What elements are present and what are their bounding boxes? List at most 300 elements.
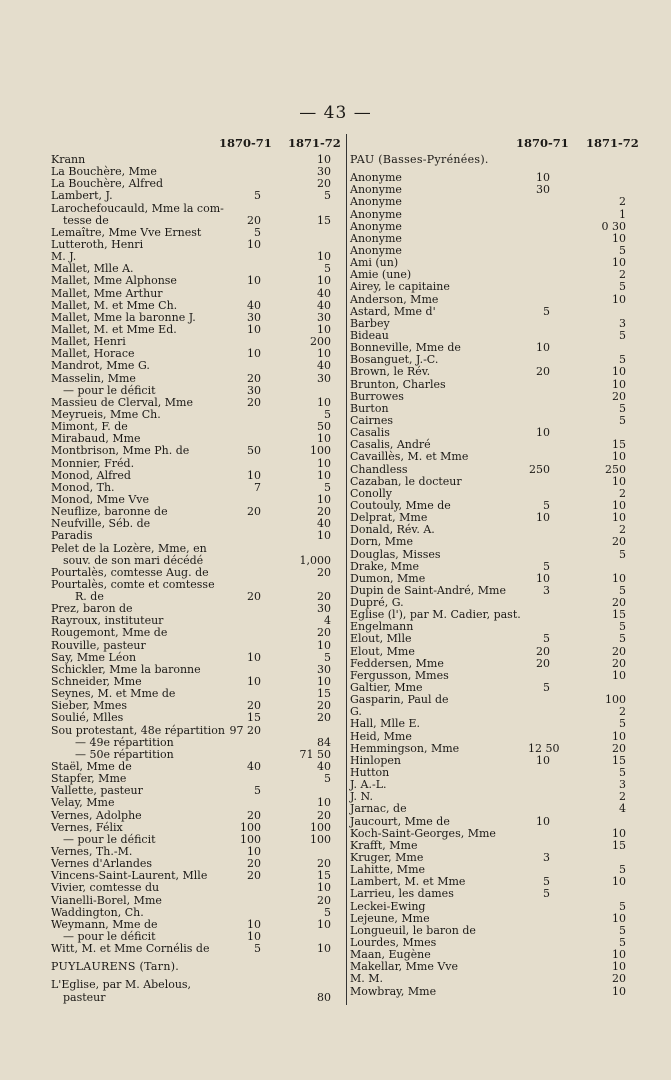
donor-name: L'Eglise, par M. Abelous, [51,978,192,992]
donor-name: M. J. [51,250,77,264]
amount-1871-72: 20 [317,893,331,907]
donor-row [51,725,344,737]
donor-name: Waddington, Ch. [51,905,144,919]
donor-name: Vernes d'Arlandes [51,857,153,871]
amount-1871-72: 15 [317,687,331,701]
amount-1871-72: 20 [317,699,331,713]
donor-name: Sieber, Mmes [51,699,128,713]
amount-1870-71: 97 20 [229,723,261,737]
donor-name: Lambert, M. et Mme [350,875,466,889]
donor-name: M. M. [350,972,384,986]
left-donor-column [51,154,344,1004]
amount-1870-71: 5 [254,942,261,956]
donor-name: Gasparin, Paul de [350,693,449,707]
donor-name: Airey, le capitaine [350,280,450,294]
donor-row [51,943,344,955]
donor-row [51,445,344,457]
amount-1871-72: 20 [612,741,626,755]
amount-1871-72: 10 [612,571,626,585]
donor-row [350,209,670,221]
donor-name: Bosanguet, J.-C. [350,353,439,367]
amount-1871-72: 10 [612,960,626,974]
amount-1871-72: 5 [619,923,626,937]
donor-name: Stapfer, Mme [51,772,127,786]
amount-1870-71: 3 [543,583,550,597]
donor-row [350,888,670,900]
amount-1871-72: 4 [619,802,626,816]
donor-row [350,901,670,913]
donor-row [51,797,344,809]
donor-name: — pour le déficit [63,832,156,846]
amount-1870-71: 15 [247,711,261,725]
donor-row [350,973,670,985]
donor-name: Mallet, Mme la baronne J. [51,310,196,324]
donor-name: — 49e répartition [75,735,174,749]
donor-name: Anonyme [350,231,402,245]
amount-1870-71: 10 [536,753,550,767]
amount-1871-72: 71 50 [299,747,331,761]
donor-row [350,451,670,463]
amount-1871-72: 10 [317,675,331,689]
donor-name: Coutouly, Mme de [350,498,451,512]
donor-name: — pour le déficit [63,383,156,397]
amount-1871-72: 10 [612,948,626,962]
amount-1871-72: 10 [612,984,626,998]
donor-row [51,300,344,312]
donor-name: La Bouchère, Alfred [51,177,164,191]
place-name: PAU (Basses-Pyrénées). [350,153,489,166]
amount-1870-71: 30 [247,383,261,397]
amount-1870-71: 12 50 [528,741,560,755]
amount-1871-72: 200 [310,335,331,349]
donor-row [51,190,344,202]
donor-name: Anonyme [350,171,402,185]
donor-name: Monod, Alfred [51,468,131,482]
donor-row [350,281,670,293]
amount-1871-72: 20 [317,505,331,519]
donor-row [51,530,344,542]
donor-row [51,627,344,639]
donor-name: Mirabaud, Mme [51,432,141,446]
amount-1870-71: 5 [254,784,261,798]
donor-row [350,391,670,403]
amount-1871-72: 5 [619,863,626,877]
donor-name: Casalis [350,426,390,440]
donor-name: Weymann, Mme de [51,917,158,931]
amount-1871-72: 10 [317,529,331,543]
amount-1871-72: 40 [317,760,331,774]
donor-row [51,555,344,567]
amount-1871-72: 5 [619,583,626,597]
place-heading [350,154,670,166]
donor-name: Monod, Th. [51,480,115,494]
amount-1870-71: 30 [247,310,261,324]
donor-name: Fergusson, Mmes [350,668,449,682]
amount-1871-72: 20 [317,177,331,191]
donor-name: — 50e répartition [75,747,174,761]
amount-1871-72: 5 [619,899,626,913]
amount-1871-72: 10 [317,638,331,652]
donor-name: Montbrison, Mme Ph. de [51,444,190,458]
amount-1871-72: 10 [317,468,331,482]
donor-name: — pour le déficit [63,930,156,943]
donor-name: Cairnes [350,413,393,427]
amount-1871-72: 10 [317,942,331,956]
amount-1871-72: 10 [612,668,626,682]
amount-1871-72: 20 [612,656,626,670]
donor-name: Mandrot, Mme G. [51,359,150,373]
amount-1871-72: 10 [317,456,331,470]
amount-1871-72: 10 [612,826,626,840]
donor-name: Vianelli-Borel, Mme [51,893,162,907]
right-donor-column [350,154,670,998]
amount-1871-72: 20 [317,808,331,822]
amount-1871-72: 250 [605,462,626,476]
amount-1870-71: 5 [543,498,550,512]
donor-name: Anonyme [350,207,402,221]
donor-row [350,731,670,743]
donor-name: Galtier, Mme [350,681,423,695]
donor-name: Hemmingson, Mme [350,741,460,755]
donor-name: Pelet de la Lozère, Mme, en [51,541,207,555]
amount-1871-72: 5 [619,413,626,427]
donor-name: Bideau [350,328,389,342]
donor-name: Vallette, pasteur [51,784,143,798]
donor-name: Delprat, Mme [350,511,428,525]
amount-1871-72: 30 [317,165,331,179]
amount-1870-71: 10 [247,274,261,288]
amount-1870-71: 7 [254,480,261,494]
amount-1870-71: 5 [254,225,261,239]
amount-1871-72: 3 [619,778,626,792]
amount-1871-72: 20 [317,857,331,871]
donor-row [350,306,670,318]
amount-1871-72: 10 [612,231,626,245]
donor-name: Maan, Eugène [350,948,431,962]
donor-name: Paradis [51,529,93,543]
amount-1871-72: 5 [619,328,626,342]
amount-1870-71: 20 [247,505,261,519]
amount-1871-72: 2 [619,195,626,209]
amount-1871-72: 5 [619,632,626,646]
donor-name: Schickler, Mme la baronne [51,662,201,676]
amount-1871-72: 20 [317,626,331,640]
amount-1871-72: 40 [317,517,331,531]
amount-1871-72: 5 [324,480,331,494]
donor-name: Monnier, Fréd. [51,456,135,470]
donor-name: Say, Mme Léon [51,650,137,664]
donor-name: pasteur [63,990,106,1004]
place-name: PUYLAURENS (Tarn). [51,960,180,974]
amount-1870-71: 100 [240,820,261,834]
amount-1871-72: 100 [310,832,331,846]
donor-name: souv. de son mari décédé [63,553,204,567]
donor-name: Mallet, Mlle A. [51,262,134,276]
amount-1871-72: 10 [612,292,626,306]
donor-name: Koch-Saint-Georges, Mme [350,826,496,840]
amount-1871-72: 5 [619,547,626,561]
amount-1870-71: 20 [247,590,261,604]
donor-name: Cavaillès, M. et Mme [350,450,469,464]
amount-1871-72: 3 [619,316,626,330]
donor-row [350,415,670,427]
amount-1870-71: 50 [247,444,261,458]
amount-1871-72: 30 [317,602,331,616]
donor-name: Lutteroth, Henri [51,237,144,251]
amount-1870-71: 20 [247,371,261,385]
donor-row [350,536,670,548]
donor-row [350,476,670,488]
donor-row [51,288,344,300]
donor-name: Donald, Rév. A. [350,523,435,537]
donor-name: Lahitte, Mme [350,863,426,877]
amount-1871-72: 80 [317,990,331,1004]
donor-name: Ami (un) [350,256,399,270]
amount-1870-71: 3 [543,851,550,865]
amount-1870-71: 20 [536,644,550,658]
donor-name: Dorn, Mme [350,535,413,549]
amount-1871-72: 5 [619,401,626,415]
amount-1871-72: 10 [317,796,331,810]
donor-name: Mallet, Mme Arthur [51,286,163,300]
donor-name: Rouville, pasteur [51,638,146,652]
donor-row [51,518,344,530]
donor-name: Rayroux, instituteur [51,614,164,628]
amount-1870-71: 10 [536,571,550,585]
amount-1870-71: 20 [247,869,261,883]
amount-1870-71: 10 [247,930,261,943]
amount-1871-72: 10 [317,250,331,264]
donor-name: Dupré, G. [350,596,404,610]
amount-1871-72: 15 [612,438,626,452]
donor-name: Hinlopen [350,753,401,767]
amount-1870-71: 10 [247,845,261,859]
amount-1871-72: 20 [612,535,626,549]
donor-name: Mowbray, Mme [350,984,437,998]
donor-name: Astard, Mme d' [350,304,436,318]
donor-name: Chandless [350,462,408,476]
donor-name: Massieu de Clerval, Mme [51,395,193,409]
amount-1871-72: 5 [619,353,626,367]
amount-1870-71: 20 [247,857,261,871]
amount-1871-72: 2 [619,705,626,719]
donor-row [350,718,670,730]
amount-1871-72: 40 [317,359,331,373]
amount-1870-71: 20 [536,656,550,670]
donor-row [350,561,670,573]
amount-1871-72: 100 [605,693,626,707]
donor-name: Vivier, comtesse du [51,881,160,895]
column-divider [346,134,347,1005]
amount-1870-71: 10 [536,341,550,355]
donor-row [51,895,344,907]
donor-name: Burton [350,401,389,415]
amount-1871-72: 5 [619,243,626,257]
donor-name: Jarnac, de [350,802,407,816]
donor-name: Leckei-Ewing [350,899,426,913]
amount-1871-72: 5 [619,936,626,949]
donor-row [51,275,344,287]
amount-1870-71: 5 [543,887,550,901]
amount-1871-72: 5 [619,717,626,731]
donor-name: Mallet, M. et Mme Ch. [51,298,178,312]
amount-1870-71: 20 [536,365,550,379]
donor-row [51,992,344,1004]
amount-1870-71: 40 [247,298,261,312]
amount-1871-72: 40 [317,286,331,300]
amount-1871-72: 100 [310,820,331,834]
amount-1871-72: 5 [324,407,331,421]
donor-row [350,464,670,476]
amount-1871-72: 20 [612,596,626,610]
donor-name: Soulié, Mlles [51,711,124,725]
donor-row [350,294,670,306]
donor-name: G. [350,705,362,719]
donor-name: Hall, Mlle E. [350,717,421,731]
donor-name: Elout, Mme [350,644,415,658]
donor-name: Krann [51,153,86,166]
amount-1870-71: 10 [247,322,261,336]
amount-1871-72: 20 [317,565,331,579]
donor-name: Amie (une) [350,268,412,282]
donor-name: Meyrueis, Mme Ch. [51,407,161,421]
donor-row [350,646,670,658]
amount-1871-72: 5 [619,766,626,780]
donor-row [51,458,344,470]
amount-1871-72: 1 [619,207,626,221]
amount-1870-71: 20 [247,395,261,409]
donor-name: Larochefoucauld, Mme la com- [51,201,224,215]
amount-1870-71: 5 [254,189,261,203]
amount-1871-72: 10 [317,153,331,166]
donor-row [51,640,344,652]
donor-name: Vernes, Félix [51,820,123,834]
amount-1871-72: 10 [612,256,626,270]
donor-name: Mallet, Mme Alphonse [51,274,177,288]
donor-name: Barbey [350,316,390,330]
donor-row [350,366,670,378]
amount-1871-72: 2 [619,523,626,537]
amount-1871-72: 5 [324,650,331,664]
donor-name: Lemaître, Mme Vve Ernest [51,225,202,239]
amount-1871-72: 10 [612,511,626,525]
donor-name: Jaucourt, Mme de [350,814,450,828]
donor-row [51,203,344,215]
donor-name: Casalis, André [350,438,431,452]
amount-1870-71: 5 [543,875,550,889]
donor-name: Dumon, Mme [350,571,426,585]
donor-name: Vernes, Adolphe [51,808,142,822]
donor-name: Masselin, Mme [51,371,136,385]
donor-name: Brunton, Charles [350,377,446,391]
amount-1870-71: 5 [543,304,550,318]
amount-1870-71: 10 [247,650,261,664]
donor-name: Lourdes, Mmes [350,936,437,949]
amount-1871-72: 15 [317,213,331,227]
donor-row [51,385,344,397]
donor-name: Anderson, Mme [350,292,439,306]
amount-1870-71: 5 [543,559,550,573]
donor-name: Neuflize, baronne de [51,505,168,519]
donor-name: Prez, baron de [51,602,133,616]
right-col1-header: 1870-71 [516,136,569,150]
left-col1-header: 1870-71 [219,136,272,150]
donor-name: J. A.-L. [350,778,387,792]
amount-1870-71: 10 [247,675,261,689]
amount-1871-72: 2 [619,790,626,804]
amount-1871-72: 5 [619,280,626,294]
amount-1871-72: 10 [317,274,331,288]
donor-name: Lambert, J. [51,189,113,203]
donor-row [350,196,670,208]
donor-row [51,360,344,372]
amount-1871-72: 10 [612,498,626,512]
donor-name: Mallet, Horace [51,347,135,361]
amount-1871-72: 20 [317,590,331,604]
place-heading [51,961,344,973]
donor-row [51,979,344,991]
amount-1871-72: 30 [317,371,331,385]
amount-1871-72: 30 [317,662,331,676]
amount-1870-71: 10 [247,917,261,931]
donor-row [51,882,344,894]
donor-name: Witt, M. et Mme Cornélis de [51,942,210,956]
amount-1871-72: 10 [612,875,626,889]
donor-row [350,379,670,391]
donor-name: Conolly [350,486,392,500]
donor-row [51,810,344,822]
donor-name: Pourtalès, comtesse Aug. de [51,565,209,579]
donor-name: Neufville, Séb. de [51,517,151,531]
amount-1871-72: 2 [619,486,626,500]
amount-1871-72: 20 [612,644,626,658]
amount-1871-72: 4 [324,614,331,628]
amount-1871-72: 2 [619,268,626,282]
amount-1871-72: 5 [324,189,331,203]
amount-1871-72: 10 [612,474,626,488]
donor-name: Anonyme [350,195,402,209]
amount-1870-71: 10 [536,814,550,828]
donor-name: Staël, Mme de [51,760,132,774]
donor-name: Brown, le Rév. [350,365,431,379]
donor-row [350,803,670,815]
amount-1870-71: 250 [529,462,550,476]
donor-name: Vincens-Saint-Laurent, Mlle [51,869,208,883]
donor-row [51,712,344,724]
amount-1871-72: 5 [324,772,331,786]
donor-name: tesse de [63,213,109,227]
donor-name: Sou protestant, 48e répartition [51,723,225,737]
amount-1871-72: 84 [317,735,331,749]
donor-name: Bonneville, Mme de [350,341,461,355]
amount-1871-72: 50 [317,420,331,434]
donor-name: Rougemont, Mme de [51,626,168,640]
amount-1871-72: 1,000 [299,553,331,567]
donor-name: Krafft, Mme [350,838,418,852]
left-col2-header: 1871-72 [288,136,341,150]
amount-1870-71: 10 [536,511,550,525]
donor-row [350,986,670,998]
donor-name: La Bouchère, Mme [51,165,157,179]
amount-1870-71: 10 [247,237,261,251]
donor-name: Anonyme [350,183,402,197]
donor-name: Hutton [350,766,390,780]
amount-1871-72: 10 [612,365,626,379]
amount-1871-72: 15 [612,753,626,767]
amount-1871-72: 10 [612,911,626,925]
right-col2-header: 1871-72 [586,136,639,150]
amount-1871-72: 10 [612,450,626,464]
